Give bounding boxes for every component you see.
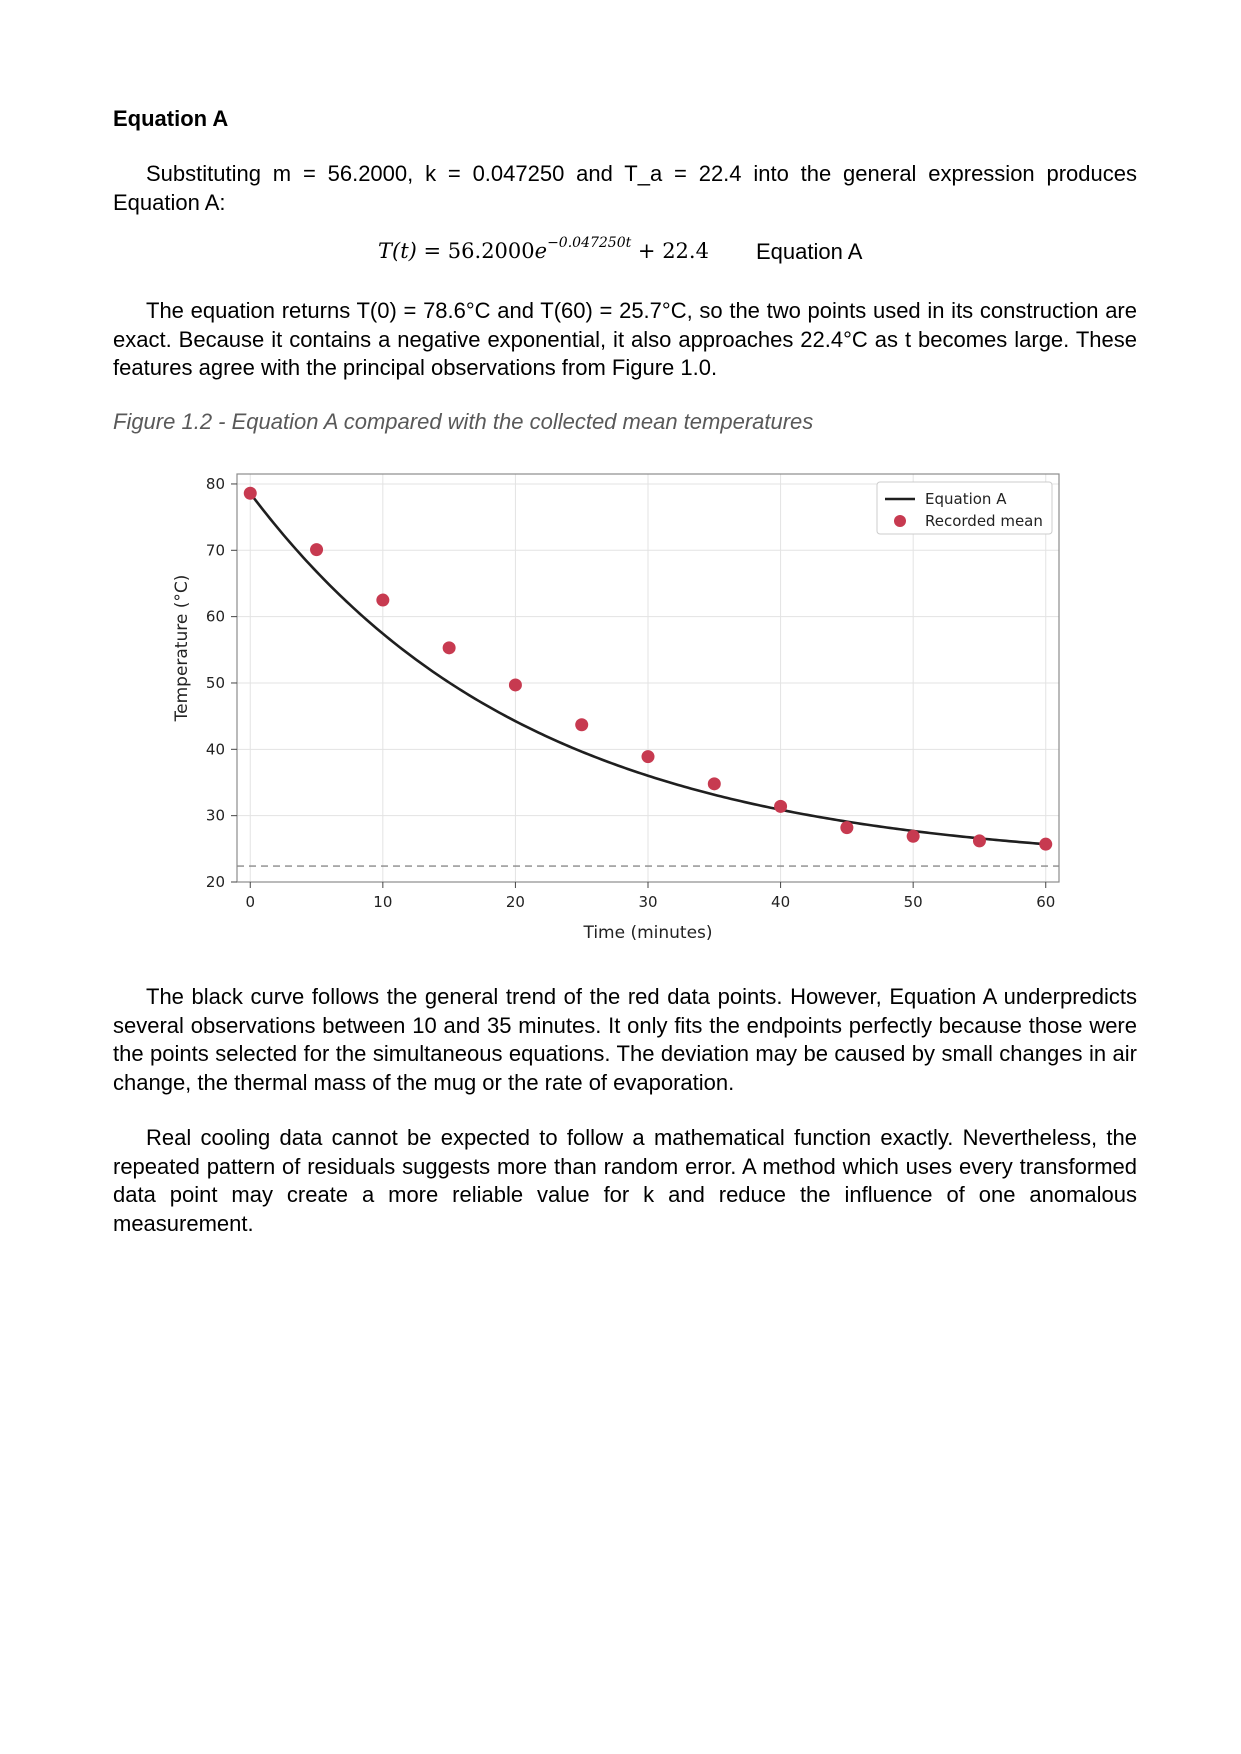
data-point (575, 718, 588, 731)
x-tick-label: 40 (771, 893, 791, 911)
data-point (840, 821, 853, 834)
data-point (907, 830, 920, 843)
x-axis-label: Time (minutes) (583, 923, 713, 943)
equation-exponent: −0.047250t (547, 235, 632, 251)
equation-equals: = (416, 239, 448, 263)
section-heading: Equation A (113, 106, 229, 131)
equation-base: e (534, 239, 548, 263)
data-point (973, 834, 986, 847)
x-tick-layer (245, 882, 1055, 911)
y-axis-label: Temperature (°C) (172, 574, 192, 722)
grid-layer (237, 474, 1059, 882)
y-tick-label: 80 (205, 474, 225, 493)
y-tick-label: 30 (205, 806, 225, 825)
data-point (443, 641, 456, 654)
equation-coefficient: 56.2000 (447, 239, 535, 263)
equation-lhs: T(t) (378, 239, 417, 263)
paragraph-curve-discussion: The black curve follows the general trend of the red data points. However, Equation A underpredicts several observations between 10 and 35 minutes. It only fits the endpoints perfectly because those were the points selected for the simultaneous equations. The deviation may be caused by small changes in air change, the thermal mass of the mug or the rate of evaporation. (113, 984, 1137, 1096)
y-tick-label: 20 (205, 873, 225, 891)
x-tick-label: 20 (505, 893, 525, 911)
data-point (310, 543, 323, 556)
x-tick-label: 0 (245, 893, 256, 911)
legend-dot-swatch (894, 515, 906, 527)
data-point (1039, 838, 1052, 851)
y-tick-layer (206, 475, 237, 891)
paragraph-residuals: Real cooling data cannot be expected to follow a mathematical function exactly. Nevertheless, the repeated pattern of residuals suggests more than random error. A method which uses every transformed data point may create a more reliable value for k and reduce the influence of one anomalous measurement. (113, 1125, 1137, 1237)
x-tick-label: 50 (903, 893, 923, 911)
data-point (244, 487, 257, 500)
data-point (774, 800, 787, 813)
equation-label: Equation A (756, 239, 863, 264)
x-tick-label: 60 (1036, 893, 1056, 911)
y-tick-label: 60 (205, 607, 225, 626)
y-tick-label: 40 (205, 740, 225, 759)
figure-caption: Figure 1.2 - Equation A compared with the collected mean temperatures (113, 409, 814, 434)
legend (877, 482, 1052, 534)
paragraph-equation-properties: The equation returns T(0) = 78.6°C and T(60) = 25.7°C, so the two points used in its construction are exact. Because it contains a negative exponential, it also approaches 22.4°C as t becomes large. These features agree with the principal observations from Figure 1.0. (113, 298, 1137, 381)
equation-row (0, 235, 1241, 274)
y-tick-label: 50 (205, 673, 225, 692)
x-tick-label: 30 (638, 893, 658, 911)
data-point (708, 777, 721, 790)
cooling-chart (0, 460, 1241, 950)
equation-constant: + 22.4 (631, 239, 709, 263)
data-point (642, 750, 655, 763)
paragraph-substitution: Substituting m = 56.2000, k = 0.047250 and T_a = 22.4 into the general expression produces Equation A: (113, 161, 1137, 215)
legend-label-equation: Equation A (925, 490, 1007, 508)
data-point (509, 678, 522, 691)
x-tick-label: 10 (373, 893, 393, 911)
y-tick-label: 70 (205, 541, 225, 560)
equation-expression (378, 235, 709, 263)
data-point (376, 594, 389, 607)
legend-label-recorded: Recorded mean (925, 512, 1043, 530)
